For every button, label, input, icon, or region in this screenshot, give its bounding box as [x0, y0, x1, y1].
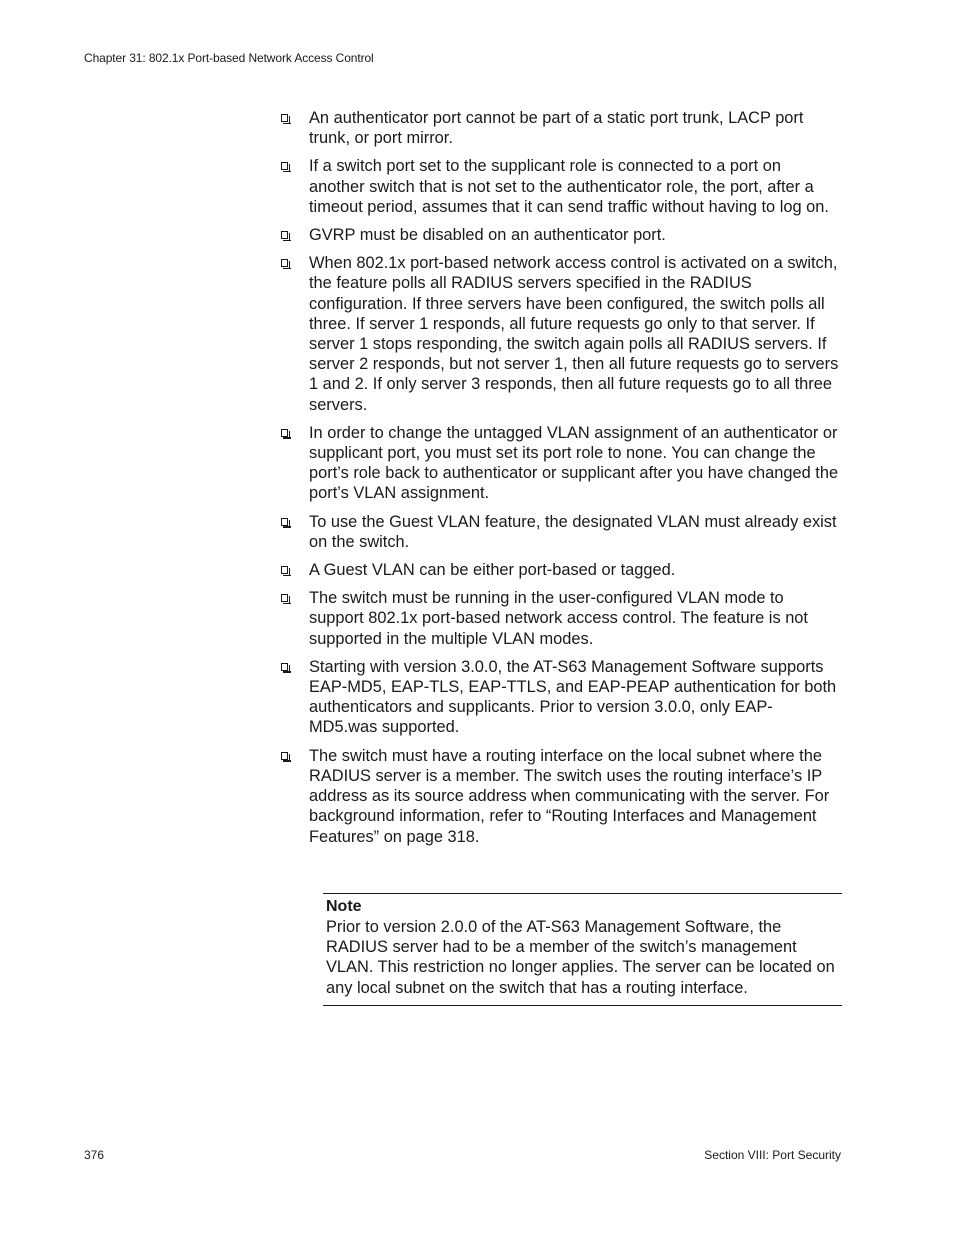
- list-item-text: When 802.1x port-based network access control is activated on a switch, the feature polls all RADIUS servers specified in the RADIUS configuration. If three servers have been configured, the switch polls all three. If server 1 responds, all future requests go only to that server. If server 1 stops responding, the switch again polls all RADIUS servers. If server 2 responds, but not server 1, then all future requests go to servers 1 and 2. If only server 3 responds, then all future requests go to all three servers.: [309, 254, 839, 414]
- section-footer: Section VIII: Port Security: [704, 1148, 841, 1162]
- box-bullet-icon: [281, 429, 288, 437]
- list-item-text: The switch must have a routing interface on the local subnet where the RADIUS server is a member. The switch uses the routing interface’s IP address as its source address when communicating with the server. For background information, refer to “Routing Interfaces and Management Features” on page 318.: [309, 746, 830, 846]
- list-item-text: A Guest VLAN can be either port-based or tagged.: [309, 561, 676, 580]
- box-bullet-icon: [281, 566, 288, 574]
- box-bullet-icon: [281, 114, 288, 122]
- list-item-text: GVRP must be disabled on an authenticator port.: [309, 226, 666, 245]
- note-text: Prior to version 2.0.0 of the AT-S63 Management Software, the RADIUS server had to be a member of the switch’s management VLAN. This restriction no longer applies. The server can be located on any local subnet on the switch that has a routing interface.: [326, 918, 835, 997]
- box-bullet-icon: [281, 259, 288, 267]
- bullet-list: [281, 108, 841, 855]
- list-item: [281, 156, 841, 217]
- note-title: Note: [326, 898, 362, 915]
- list-item-text: If a switch port set to the supplicant role is connected to a port on another switch that is not set to the authenticator role, the port, after a timeout period, assumes that it can send traffic without having to log on.: [309, 157, 829, 216]
- list-item: [281, 746, 841, 847]
- list-item: [281, 560, 841, 580]
- page-number: 376: [84, 1148, 105, 1162]
- list-item: [281, 108, 841, 148]
- box-bullet-icon: [281, 594, 288, 602]
- list-item: [281, 423, 841, 504]
- list-item: [281, 588, 841, 649]
- list-item-text: In order to change the untagged VLAN assignment of an authenticator or supplicant port, you must set its port role to none. You can change the port’s role back to authenticator or supplicant after you have changed the port’s VLAN assignment.: [309, 423, 839, 503]
- list-item: [281, 512, 841, 552]
- list-item-text: An authenticator port cannot be part of a static port trunk, LACP port trunk, or port mirror.: [309, 109, 804, 148]
- box-bullet-icon: [281, 752, 288, 760]
- list-item-text: The switch must be running in the user-configured VLAN mode to support 802.1x port-based network access control. The feature is not supported in the multiple VLAN modes.: [309, 589, 808, 648]
- list-item: [281, 657, 841, 738]
- list-item: [281, 225, 841, 245]
- list-item-text: To use the Guest VLAN feature, the designated VLAN must already exist on the switch.: [309, 512, 837, 551]
- box-bullet-icon: [281, 162, 288, 170]
- note-box: [323, 893, 842, 1006]
- box-bullet-icon: [281, 231, 288, 239]
- box-bullet-icon: [281, 518, 288, 526]
- box-bullet-icon: [281, 663, 288, 671]
- list-item-text: Starting with version 3.0.0, the AT-S63 Management Software supports EAP-MD5, EAP-TLS, EAP-TTLS, and EAP-PEAP authentication for both authenticators and supplicants. Prior to version 3.0.0, only EAP-MD5.was supported.: [309, 657, 837, 737]
- running-header: Chapter 31: 802.1x Port-based Network Access Control: [84, 51, 374, 65]
- list-item: [281, 253, 841, 415]
